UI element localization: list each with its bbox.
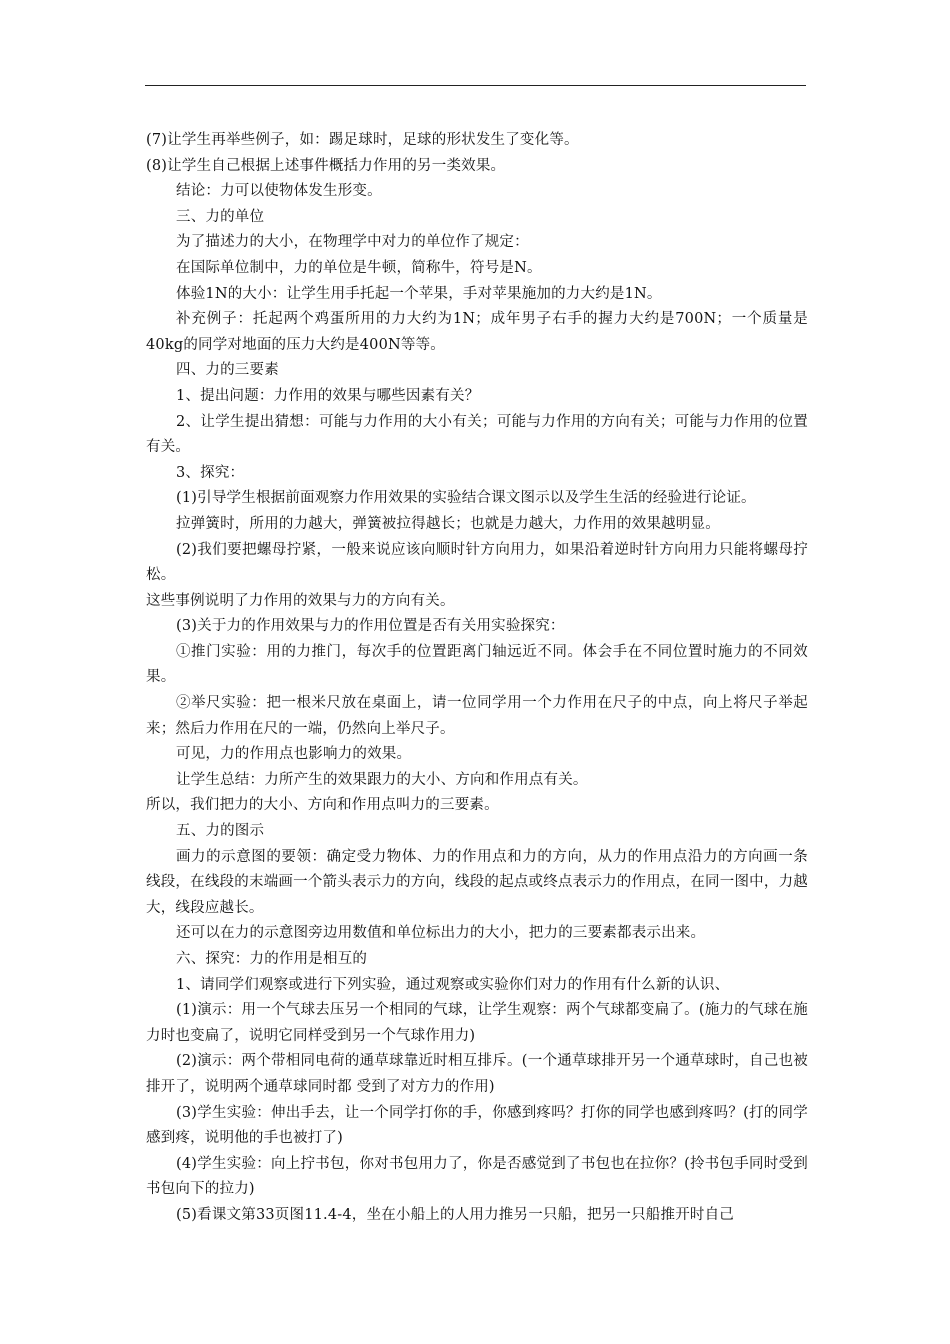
document-body bbox=[146, 128, 808, 1229]
paragraph: 2、让学生提出猜想：可能与力作用的大小有关；可能与力作用的方向有关；可能与力作用的位置有关。 bbox=[146, 413, 808, 456]
paragraph: (4)学生实验：向上拧书包，你对书包用力了，你是否感觉到了书包也在拉你？(拎书包手同时受到书包向下的拉力) bbox=[146, 1155, 808, 1198]
paragraph: 六、探究：力的作用是相互的 bbox=[176, 951, 368, 967]
paragraph: 在国际单位制中，力的单位是牛顿，简称牛，符号是N。 bbox=[176, 259, 542, 276]
paragraph: (2)我们要把螺母拧紧，一般来说应该向顺时针方向用力，如果沿着逆时针方向用力只能将螺母拧松。 bbox=[146, 541, 808, 584]
paragraph: 结论：力可以使物体发生形变。 bbox=[176, 183, 382, 200]
paragraph: 四、力的三要素 bbox=[176, 362, 279, 379]
paragraph: 还可以在力的示意图旁边用数值和单位标出力的大小，把力的三要素都表示出来。 bbox=[176, 925, 706, 942]
paragraph: 画力的示意图的要领：确定受力物体、力的作用点和力的方向，从力的作用点沿力的方向画一条线段，在线段的末端画一个箭头表示力的方向，线段的起点或终点表示力的作用点，在同一图中，力越大，线段应越长。 bbox=[146, 848, 808, 916]
paragraph: 为了描述力的大小，在物理学中对力的单位作了规定： bbox=[176, 234, 529, 251]
paragraph: (3)学生实验：伸出手去，让一个同学打你的手，你感到疼吗？打你的同学也感到疼吗？(打的同学感到疼，说明他的手也被打了) bbox=[146, 1104, 808, 1147]
paragraph: 体验1N的大小：让学生用手托起一个苹果，手对苹果施加的力大约是1N。 bbox=[176, 285, 662, 302]
paragraph: (5)看课文第33页图11.4-4，坐在小船上的人用力推另一只船，把另一只船推开时自己 bbox=[176, 1206, 734, 1223]
paragraph: 1、请同学们观察或进行下列实验，通过观察或实验你们对力的作用有什么新的认识、 bbox=[176, 976, 730, 993]
paragraph: (7)让学生再举些例子，如：踢足球时，足球的形状发生了变化等。 bbox=[146, 132, 579, 148]
paragraph: (8)让学生自己根据上述事件概括力作用的另一类效果。 bbox=[146, 157, 506, 174]
paragraph: 拉弹簧时，所用的力越大，弹簧被拉得越长；也就是力越大，力作用的效果越明显。 bbox=[176, 515, 720, 532]
paragraph: 可见，力的作用点也影响力的效果。 bbox=[176, 746, 412, 763]
paragraph: 五、力的图示 bbox=[176, 823, 265, 840]
paragraph: 补充例子：托起两个鸡蛋所用的力大约为1N；成年男子右手的握力大约是700N；一个质量是40kg的同学对地面的压力大约是400N等等。 bbox=[146, 311, 808, 353]
paragraph: (1)引导学生根据前面观察力作用效果的实验结合课文图示以及学生生活的经验进行论证。 bbox=[176, 490, 756, 507]
header-rule bbox=[145, 85, 806, 86]
paragraph: (1)演示：用一个气球去压另一个相同的气球，让学生观察：两个气球都变扁了。(施力的气球在施力时也变扁了，说明它同样受到另一个气球作用力) bbox=[146, 1002, 808, 1044]
paragraph: 1、提出问题：力作用的效果与哪些因素有关？ bbox=[176, 387, 480, 404]
paragraph: (3)关于力的作用效果与力的作用位置是否有关用实验探究： bbox=[176, 618, 565, 635]
paragraph: (2)演示：两个带相同电荷的通草球靠近时相互排斥。(一个通草球排开另一个通草球时，自己也被排开了，说明两个通草球同时都 受到了对方力的作用) bbox=[146, 1053, 808, 1095]
paragraph: 让学生总结：力所产生的效果跟力的大小、方向和作用点有关。 bbox=[176, 771, 588, 788]
paragraph: ①推门实验：用的力推门，每次手的位置距离门轴远近不同。体会手在不同位置时施力的不同效果。 bbox=[146, 643, 808, 686]
paragraph: ②举尺实验：把一根米尺放在桌面上，请一位同学用一个力作用在尺子的中点，向上将尺子举起来；然后力作用在尺的一端，仍然向上举尺子。 bbox=[146, 695, 808, 737]
paragraph: 三、力的单位 bbox=[176, 208, 265, 225]
paragraph: 这些事例说明了力作用的效果与力的方向有关。 bbox=[146, 592, 455, 609]
paragraph: 所以，我们把力的大小、方向和作用点叫力的三要素。 bbox=[146, 797, 499, 814]
paragraph: 3、探究： bbox=[176, 464, 245, 481]
